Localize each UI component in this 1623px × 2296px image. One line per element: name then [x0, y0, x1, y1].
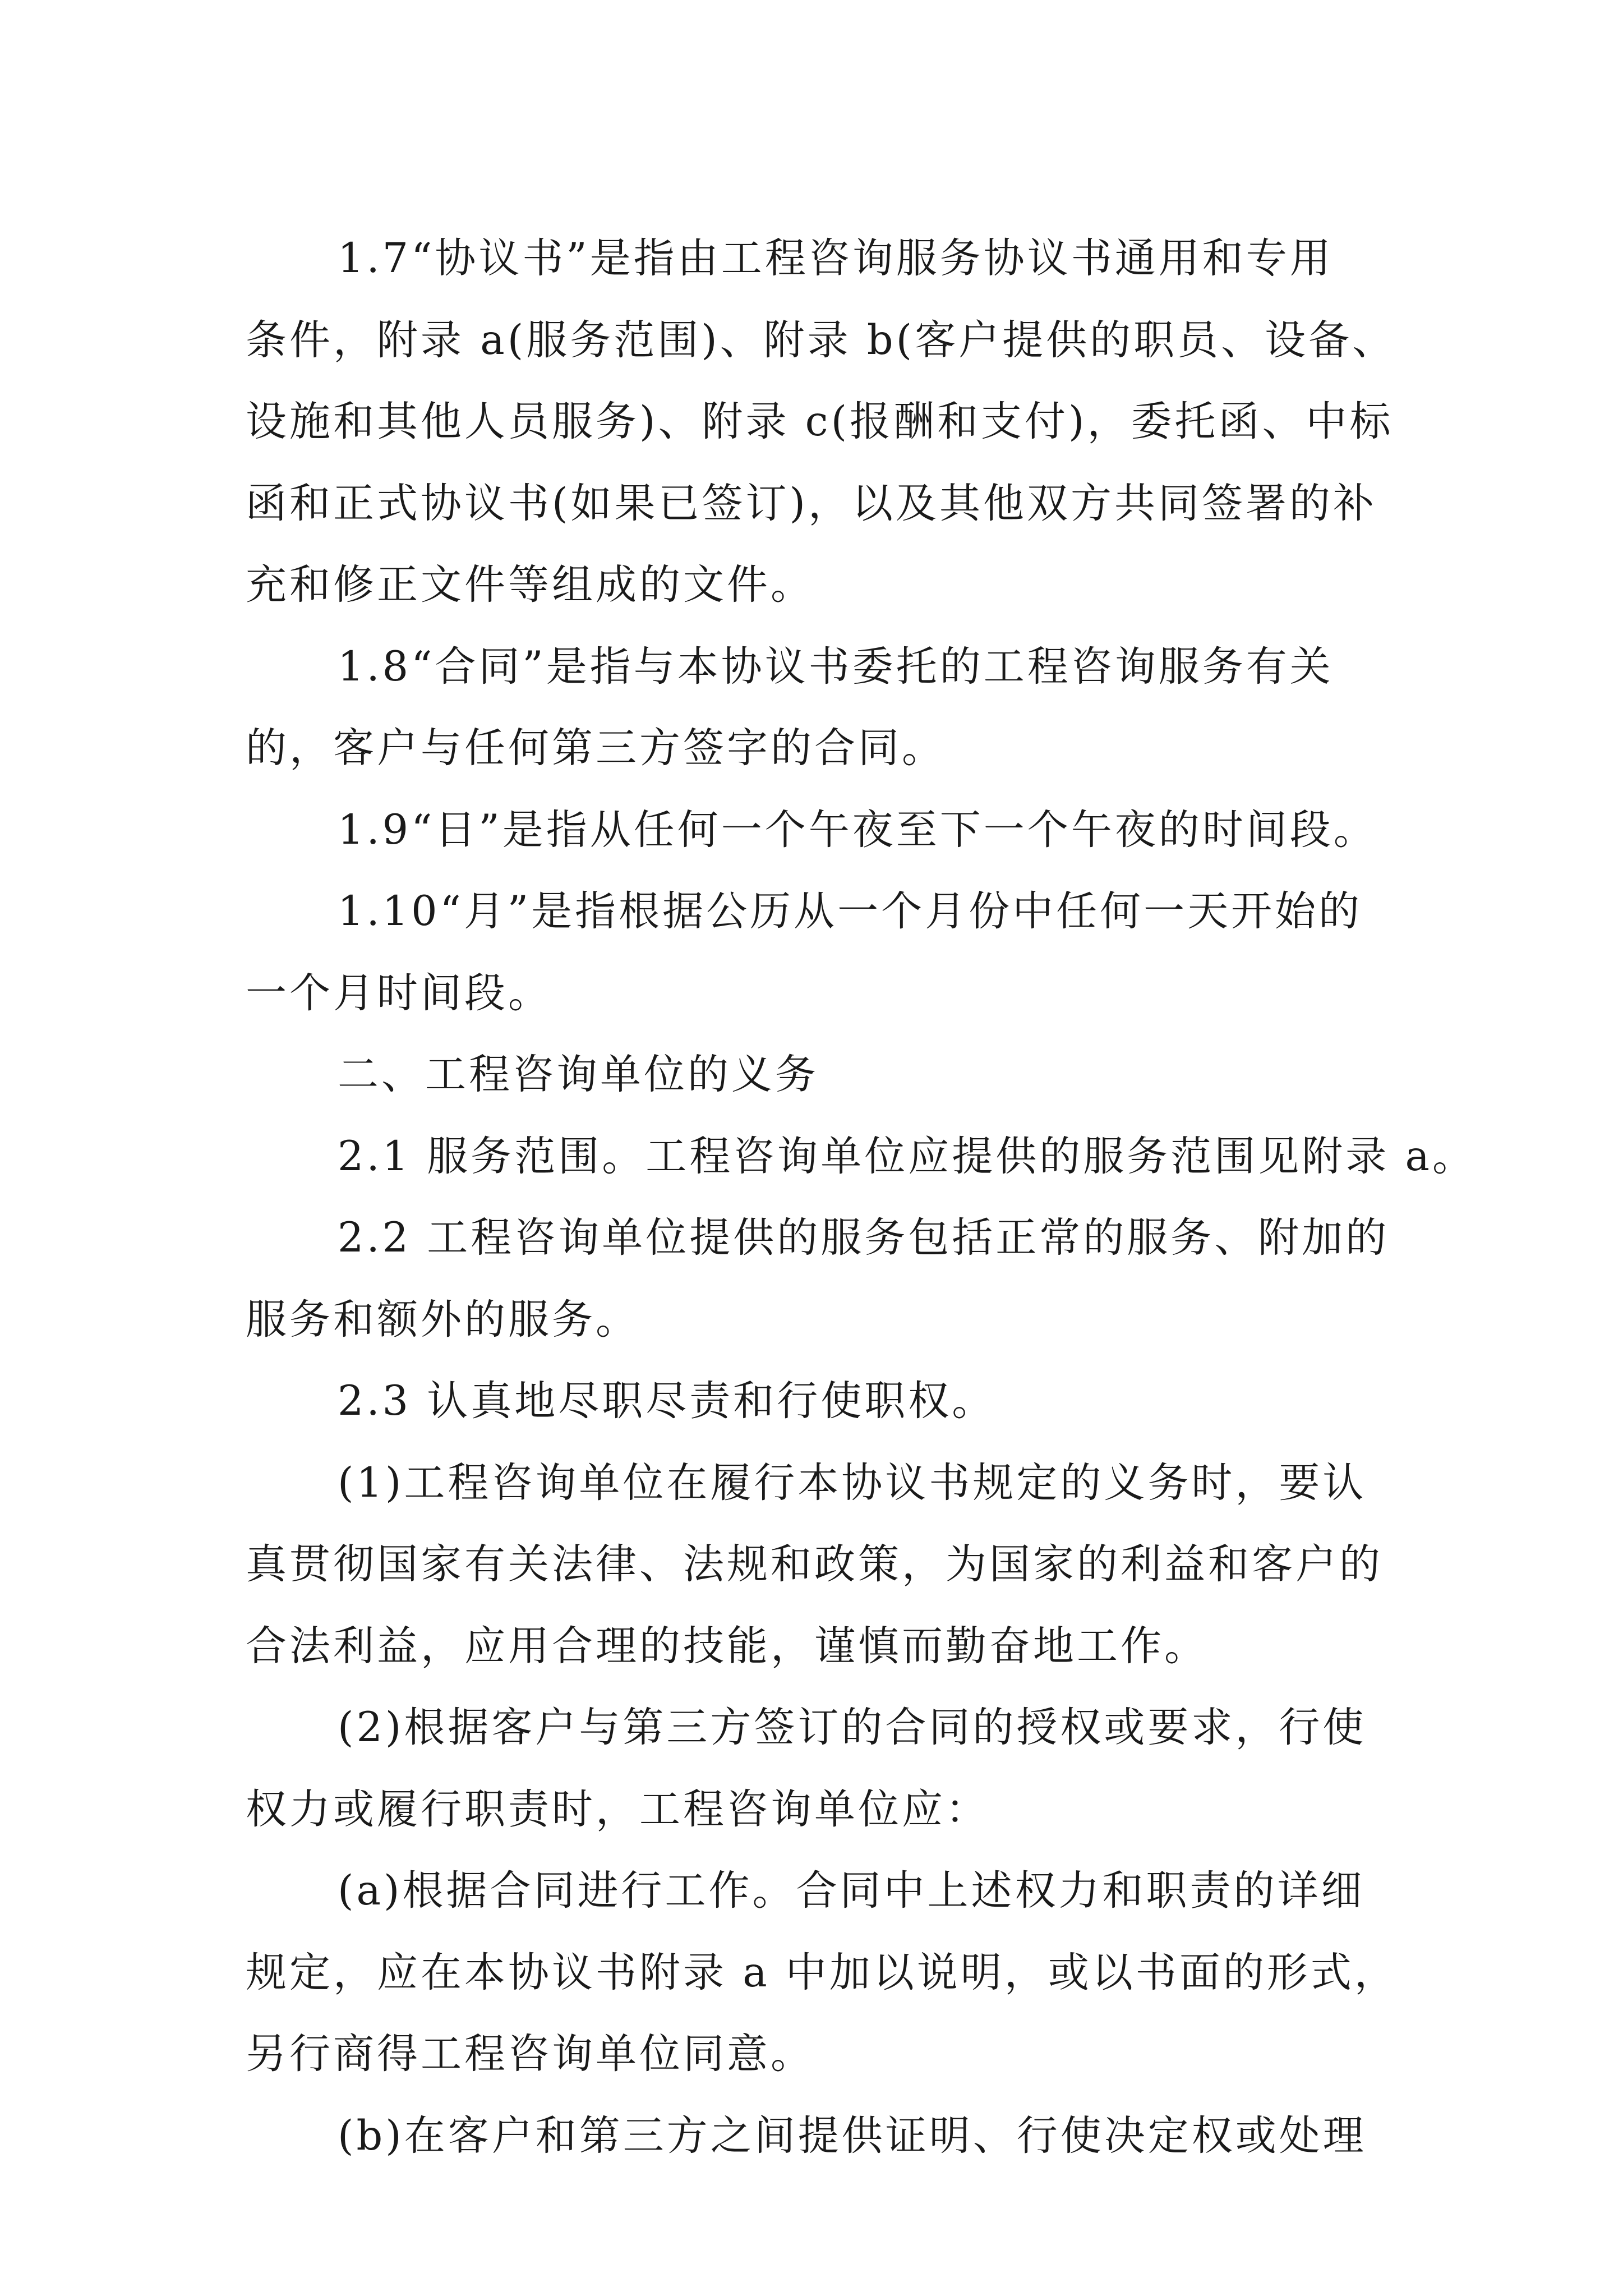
- text-line: 2.2 工程咨询单位提供的服务包括正常的服务、附加的: [338, 1214, 1390, 1262]
- paragraph-2-3-2: [246, 1687, 1390, 1850]
- text-line: 的，客户与任何第三方签字的合同。: [246, 724, 946, 772]
- text-line: 另行商得工程咨询单位同意。: [246, 2030, 814, 2078]
- text-line: 2.1 服务范围。工程咨询单位应提供的服务范围见附录 a。: [338, 1132, 1477, 1180]
- paragraph-1-9: [246, 789, 1390, 871]
- text-line: 1.7“协议书”是指由工程咨询服务协议书通用和专用: [338, 234, 1334, 282]
- paragraph-1-10: [246, 871, 1390, 1034]
- paragraph-2-3-1: [246, 1442, 1390, 1687]
- text-line: 权力或履行职责时，工程咨询单位应：: [246, 1785, 989, 1833]
- text-line: 充和修正文件等组成的文件。: [246, 561, 814, 609]
- paragraph-2-2: [246, 1197, 1390, 1360]
- paragraph-1-8: [246, 626, 1390, 789]
- text-line: 一个月时间段。: [246, 969, 552, 1017]
- section-heading-2: [246, 1034, 1390, 1116]
- text-line: 服务和额外的服务。: [246, 1295, 639, 1343]
- document-body: [246, 218, 1477, 2177]
- text-line: 合法利益，应用合理的技能，谨慎而勤奋地工作。: [246, 1622, 1208, 1670]
- text-line: 1.10“月”是指根据公历从一个月份中任何一天开始的: [338, 887, 1363, 935]
- text-line: 函和正式协议书(如果已签订)，以及其他双方共同签署的补: [246, 479, 1377, 527]
- text-line: 1.9“日”是指从任何一个午夜至下一个午夜的时间段。: [338, 806, 1377, 854]
- paragraph-2-1: [246, 1116, 1477, 1198]
- paragraph-1-7: [246, 218, 1396, 626]
- text-line: (2)根据客户与第三方签订的合同的授权或要求，行使: [338, 1704, 1367, 1751]
- text-line: (a)根据合同进行工作。合同中上述权力和职责的详细: [338, 1867, 1365, 1915]
- paragraph-2-3-2-b: [246, 2095, 1390, 2177]
- section-heading: 二、工程咨询单位的义务: [338, 1051, 819, 1098]
- text-line: 条件，附录 a(服务范围)、附录 b(客户提供的职员、设备、: [246, 316, 1396, 364]
- paragraph-2-3: [246, 1360, 1390, 1442]
- text-line: 规定，应在本协议书附录 a 中加以说明，或以书面的形式，: [246, 1948, 1398, 1996]
- text-line: 设施和其他人员服务)、附录 c(报酬和支付)，委托函、中标: [246, 398, 1394, 445]
- paragraph-2-3-2-a: [246, 1850, 1398, 2095]
- text-line: 1.8“合同”是指与本协议书委托的工程咨询服务有关: [338, 642, 1334, 691]
- text-line: 真贯彻国家有关法律、法规和政策，为国家的利益和客户的: [246, 1540, 1383, 1588]
- text-line: 2.3 认真地尽职尽责和行使职权。: [338, 1377, 996, 1425]
- text-line: (b)在客户和第三方之间提供证明、行使决定权或处理: [338, 2111, 1367, 2160]
- text-line: (1)工程咨询单位在履行本协议书规定的义务时，要认: [338, 1458, 1367, 1507]
